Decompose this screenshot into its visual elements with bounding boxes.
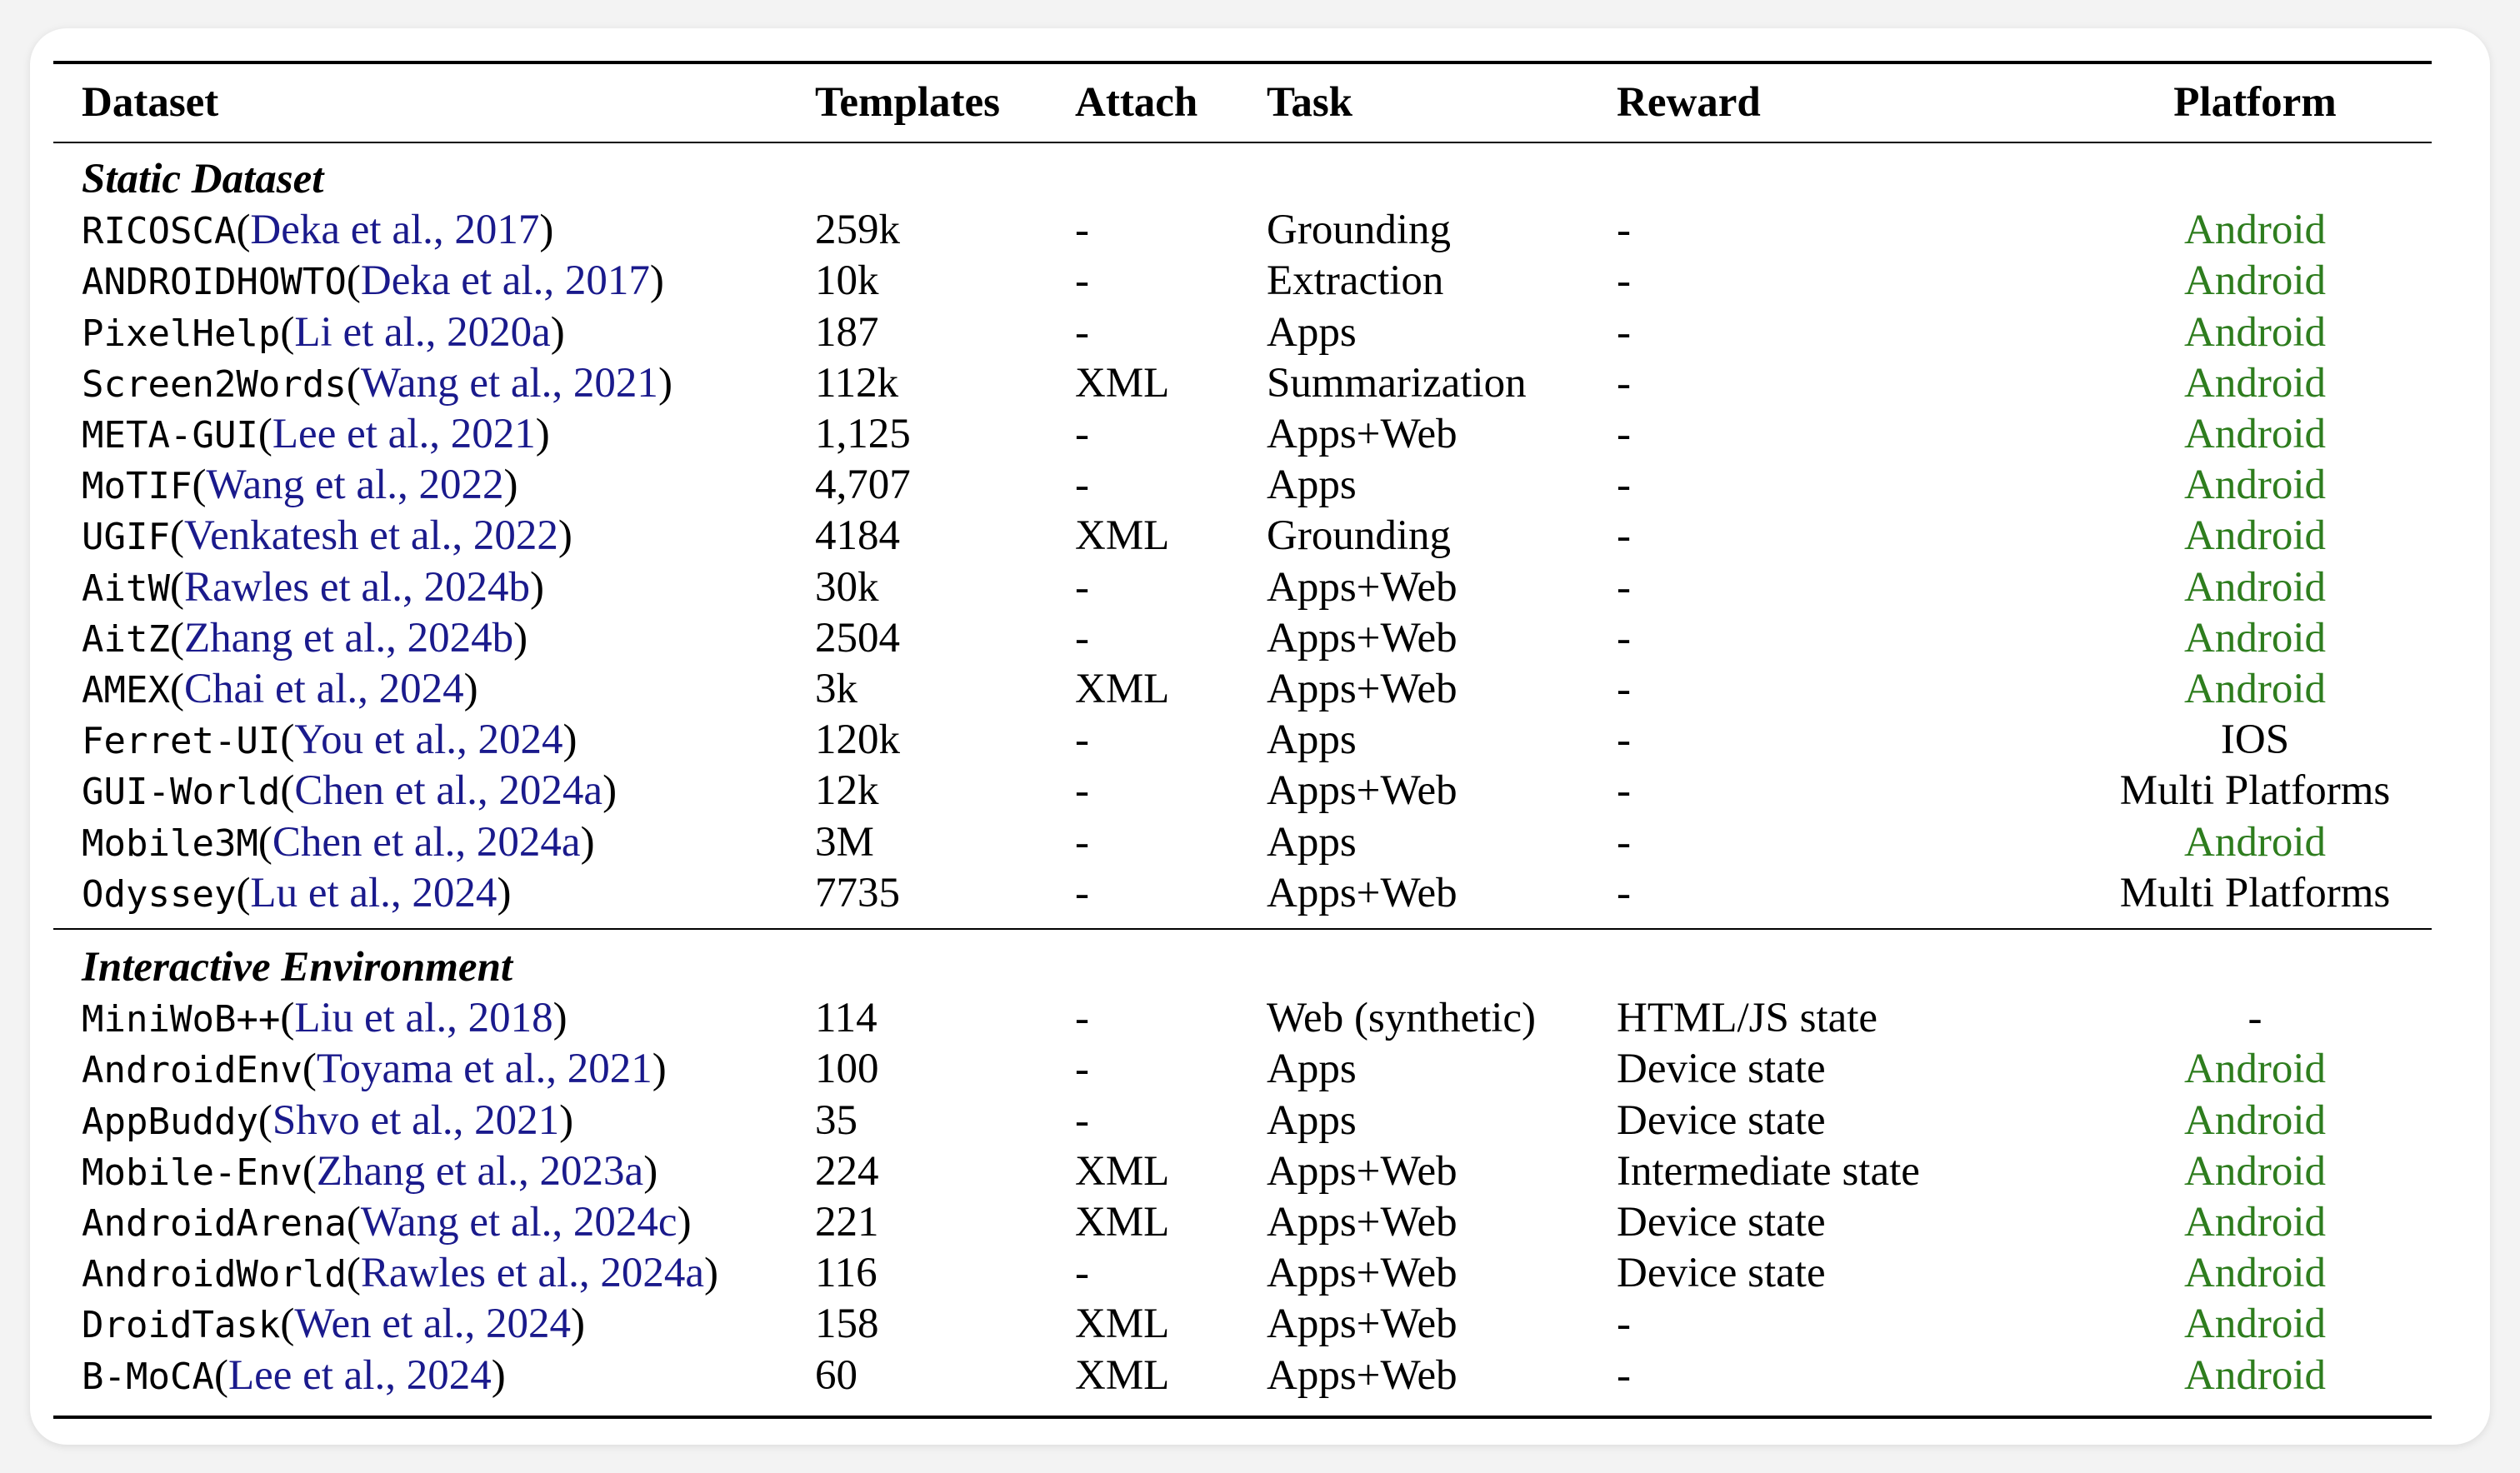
- dataset-name: RICOSCA: [82, 210, 237, 252]
- paren: (: [302, 1046, 317, 1092]
- templates-cell: 120k: [815, 717, 900, 763]
- paren: ): [658, 360, 672, 407]
- table-row: [0, 409, 2520, 460]
- table-row: [0, 562, 2520, 613]
- header-platform: Platform: [2173, 79, 2337, 126]
- dataset-name: AppBuddy: [82, 1101, 258, 1143]
- platform-cell: Android: [2184, 1148, 2326, 1195]
- dataset-name: AndroidEnv: [82, 1049, 302, 1091]
- templates-cell: 187: [815, 309, 879, 356]
- dataset-name: AitW: [82, 567, 170, 610]
- paren: ): [649, 257, 664, 304]
- citation-link[interactable]: Wen et al., 2024: [294, 1301, 571, 1347]
- citation-link[interactable]: Chen et al., 2024a: [294, 767, 603, 814]
- task-cell: Grounding: [1267, 512, 1451, 559]
- reward-cell: -: [1617, 819, 1631, 866]
- paren: ): [550, 309, 565, 356]
- paren: ): [552, 995, 568, 1041]
- platform-cell: Android: [2184, 666, 2326, 712]
- paren: (: [280, 767, 295, 814]
- dataset-name: PixelHelp: [82, 312, 281, 355]
- paren: ): [503, 462, 518, 508]
- dataset-name: MoTIF: [82, 465, 192, 507]
- dataset-cell: [82, 613, 528, 665]
- platform-cell: Android: [2184, 1097, 2326, 1144]
- templates-cell: 259k: [815, 207, 900, 253]
- table-row: [0, 1299, 2520, 1350]
- header-task: Task: [1267, 79, 1353, 126]
- attach-cell: -: [1075, 870, 1089, 916]
- table-header: [0, 77, 2520, 128]
- table-row: [0, 256, 2520, 307]
- paren: (: [169, 615, 184, 662]
- reward-cell: -: [1617, 462, 1631, 508]
- attach-cell: -: [1075, 995, 1089, 1041]
- dataset-name: MiniWoB++: [82, 998, 281, 1041]
- dataset-cell: [82, 1248, 718, 1300]
- dataset-cell: [82, 817, 595, 869]
- paren: (: [280, 1301, 295, 1347]
- templates-cell: 7735: [815, 870, 900, 916]
- citation-link[interactable]: Toyama et al., 2021: [316, 1046, 652, 1092]
- citation-link[interactable]: Deka et al., 2017: [250, 207, 540, 253]
- dataset-cell: [82, 358, 672, 410]
- task-cell: Apps+Web: [1267, 666, 1458, 712]
- reward-cell: Device state: [1617, 1097, 1826, 1144]
- task-cell: Apps: [1267, 1097, 1357, 1144]
- section-title-text: Interactive Environment: [82, 944, 513, 991]
- paren: ): [539, 207, 554, 253]
- task-cell: Apps+Web: [1267, 1148, 1458, 1195]
- attach-cell: -: [1075, 564, 1089, 611]
- platform-cell: -: [2248, 995, 2262, 1041]
- paren: (: [346, 257, 361, 304]
- citation-link[interactable]: Wang et al., 2021: [360, 360, 658, 407]
- templates-cell: 2504: [815, 615, 900, 662]
- table-row: [0, 766, 2520, 816]
- dataset-name: AMEX: [82, 669, 170, 712]
- citation-link[interactable]: Lu et al., 2024: [250, 870, 498, 916]
- dataset-name: GUI-World: [82, 771, 281, 813]
- attach-cell: -: [1075, 819, 1089, 866]
- table-row: [0, 817, 2520, 868]
- table-row: [0, 1096, 2520, 1146]
- attach-cell: XML: [1075, 1199, 1170, 1246]
- paren: ): [463, 666, 478, 712]
- platform-cell: Android: [2184, 564, 2326, 611]
- dataset-cell: [82, 1044, 667, 1096]
- table-row: [0, 1248, 2520, 1299]
- paren: ): [529, 564, 544, 611]
- task-cell: Apps+Web: [1267, 767, 1458, 814]
- dataset-cell: [82, 766, 617, 817]
- citation-link[interactable]: Liu et al., 2018: [294, 995, 553, 1041]
- reward-cell: Device state: [1617, 1250, 1826, 1296]
- attach-cell: XML: [1075, 512, 1170, 559]
- paren: ): [580, 819, 595, 866]
- reward-cell: -: [1617, 411, 1631, 457]
- attach-cell: -: [1075, 717, 1089, 763]
- paren: (: [213, 1352, 228, 1399]
- task-cell: Apps+Web: [1267, 1301, 1458, 1347]
- citation-link[interactable]: Wang et al., 2024c: [360, 1199, 678, 1246]
- templates-cell: 112k: [815, 360, 899, 407]
- dataset-cell: [82, 307, 565, 359]
- platform-cell: Android: [2184, 360, 2326, 407]
- reward-cell: -: [1617, 257, 1631, 304]
- dataset-cell: [82, 1351, 506, 1402]
- attach-cell: -: [1075, 462, 1089, 508]
- dataset-cell: [82, 1146, 658, 1198]
- attach-cell: XML: [1075, 1352, 1170, 1399]
- platform-cell: Android: [2184, 1046, 2326, 1092]
- attach-cell: XML: [1075, 1148, 1170, 1195]
- dataset-cell: [82, 1299, 585, 1351]
- attach-cell: -: [1075, 207, 1089, 253]
- dataset-name: Odyssey: [82, 873, 237, 916]
- dataset-cell: [82, 511, 572, 562]
- paren: (: [236, 207, 251, 253]
- task-cell: Apps+Web: [1267, 870, 1458, 916]
- paren: (: [236, 870, 251, 916]
- templates-cell: 224: [815, 1148, 879, 1195]
- platform-cell: Android: [2184, 1352, 2326, 1399]
- dataset-name: AndroidArena: [82, 1202, 347, 1245]
- platform-cell: Android: [2184, 309, 2326, 356]
- platform-cell: Android: [2184, 1250, 2326, 1296]
- citation-link[interactable]: You et al., 2024: [294, 717, 563, 763]
- platform-cell: Android: [2184, 819, 2326, 866]
- header-reward: Reward: [1617, 79, 1761, 126]
- reward-cell: Intermediate state: [1617, 1148, 1920, 1195]
- attach-cell: -: [1075, 1097, 1089, 1144]
- templates-cell: 1,125: [815, 411, 911, 457]
- dataset-name: AitZ: [82, 618, 170, 661]
- paren: ): [491, 1352, 506, 1399]
- reward-cell: -: [1617, 615, 1631, 662]
- reward-cell: -: [1617, 767, 1631, 814]
- table-row: [0, 205, 2520, 256]
- dataset-name: META-GUI: [82, 414, 258, 457]
- table-row: [0, 715, 2520, 766]
- paren: ): [559, 1097, 574, 1144]
- dataset-cell: [82, 664, 478, 716]
- platform-cell: Android: [2184, 615, 2326, 662]
- templates-cell: 10k: [815, 257, 879, 304]
- paren: (: [192, 462, 207, 508]
- reward-cell: HTML/JS state: [1617, 995, 1878, 1041]
- paren: (: [346, 1199, 361, 1246]
- top-rule: [53, 61, 2432, 64]
- paren: ): [570, 1301, 585, 1347]
- header-rule: [53, 142, 2432, 143]
- section-title: [0, 942, 2520, 993]
- templates-cell: 30k: [815, 564, 879, 611]
- header-dataset: Dataset: [82, 79, 219, 126]
- dataset-name: Ferret-UI: [82, 720, 281, 762]
- paren: (: [346, 1250, 361, 1296]
- table-row: [0, 868, 2520, 919]
- dataset-name: B-MoCA: [82, 1356, 214, 1398]
- citation-link[interactable]: Wang et al., 2022: [206, 462, 504, 508]
- paren: (: [346, 360, 361, 407]
- section-title: [0, 154, 2520, 205]
- bottom-rule: [53, 1416, 2432, 1419]
- paren: ): [535, 411, 550, 457]
- section-title-text: Static Dataset: [82, 156, 324, 202]
- attach-cell: XML: [1075, 1301, 1170, 1347]
- paren: ): [497, 870, 512, 916]
- paren: ): [558, 512, 572, 559]
- task-cell: Apps: [1267, 1046, 1357, 1092]
- citation-link[interactable]: Lee et al., 2024: [228, 1352, 492, 1399]
- table-row: [0, 460, 2520, 511]
- reward-cell: -: [1617, 309, 1631, 356]
- dataset-cell: [82, 868, 511, 920]
- templates-cell: 60: [815, 1352, 858, 1399]
- platform-cell: Android: [2184, 1301, 2326, 1347]
- dataset-name: AndroidWorld: [82, 1253, 347, 1296]
- platform-cell: Android: [2184, 257, 2326, 304]
- task-cell: Grounding: [1267, 207, 1451, 253]
- header-attach: Attach: [1075, 79, 1198, 126]
- attach-cell: -: [1075, 257, 1089, 304]
- templates-cell: 4184: [815, 512, 900, 559]
- paren: (: [302, 1148, 317, 1195]
- table-row: [0, 1197, 2520, 1248]
- attach-cell: -: [1075, 615, 1089, 662]
- paren: (: [280, 717, 295, 763]
- reward-cell: -: [1617, 666, 1631, 712]
- table-row: [0, 1351, 2520, 1401]
- templates-cell: 100: [815, 1046, 879, 1092]
- citation-link[interactable]: Shvo et al., 2021: [272, 1097, 560, 1144]
- dataset-name: DroidTask: [82, 1304, 281, 1346]
- templates-cell: 158: [815, 1301, 879, 1347]
- paren: ): [704, 1250, 718, 1296]
- dataset-name: ANDROIDHOWTO: [82, 261, 347, 303]
- paren: ): [562, 717, 578, 763]
- task-cell: Extraction: [1267, 257, 1444, 304]
- attach-cell: -: [1075, 1250, 1089, 1296]
- task-cell: Apps: [1267, 309, 1357, 356]
- reward-cell: -: [1617, 1352, 1631, 1399]
- dataset-cell: [82, 256, 664, 307]
- dataset-name: Screen2Words: [82, 363, 347, 406]
- platform-cell: Android: [2184, 462, 2326, 508]
- paren: ): [643, 1148, 658, 1195]
- attach-cell: -: [1075, 411, 1089, 457]
- table-row: [0, 1044, 2520, 1095]
- citation-link[interactable]: Rawles et al., 2024b: [183, 564, 530, 611]
- platform-cell: Android: [2184, 411, 2326, 457]
- task-cell: Apps+Web: [1267, 1250, 1458, 1296]
- platform-cell: Android: [2184, 1199, 2326, 1246]
- task-cell: Apps+Web: [1267, 1352, 1458, 1399]
- reward-cell: -: [1617, 512, 1631, 559]
- table-row: [0, 511, 2520, 562]
- platform-cell: Multi Platforms: [2119, 767, 2391, 814]
- paren: (: [169, 512, 184, 559]
- templates-cell: 4,707: [815, 462, 911, 508]
- dataset-cell: [82, 993, 568, 1045]
- attach-cell: -: [1075, 1046, 1089, 1092]
- paren: ): [602, 767, 618, 814]
- table-row: [0, 993, 2520, 1044]
- table-row: [0, 1146, 2520, 1197]
- table-row: [0, 664, 2520, 715]
- task-cell: Summarization: [1267, 360, 1527, 407]
- paren: (: [258, 411, 272, 457]
- dataset-cell: [82, 715, 577, 766]
- citation-link[interactable]: Zhang et al., 2023a: [316, 1148, 644, 1195]
- citation-link[interactable]: Rawles et al., 2024a: [360, 1250, 705, 1296]
- paren: ): [513, 615, 528, 662]
- dataset-cell: [82, 1096, 573, 1147]
- task-cell: Apps: [1267, 717, 1357, 763]
- paren: (: [258, 1097, 272, 1144]
- section-rule: [53, 928, 2432, 930]
- templates-cell: 3M: [815, 819, 874, 866]
- reward-cell: -: [1617, 717, 1631, 763]
- dataset-cell: [82, 409, 550, 461]
- templates-cell: 221: [815, 1199, 879, 1246]
- templates-cell: 12k: [815, 767, 879, 814]
- citation-link[interactable]: Venkatesh et al., 2022: [183, 512, 558, 559]
- attach-cell: -: [1075, 309, 1089, 356]
- dataset-cell: [82, 205, 553, 257]
- templates-cell: 116: [815, 1250, 878, 1296]
- citation-link[interactable]: Deka et al., 2017: [360, 257, 650, 304]
- dataset-name: Mobile3M: [82, 822, 258, 865]
- reward-cell: -: [1617, 1301, 1631, 1347]
- templates-cell: 35: [815, 1097, 858, 1144]
- task-cell: Web (synthetic): [1267, 995, 1537, 1041]
- platform-cell: Android: [2184, 512, 2326, 559]
- paren: ): [652, 1046, 667, 1092]
- task-cell: Apps: [1267, 819, 1357, 866]
- reward-cell: -: [1617, 564, 1631, 611]
- paren: (: [169, 666, 184, 712]
- paren: (: [258, 819, 272, 866]
- reward-cell: Device state: [1617, 1199, 1826, 1246]
- platform-cell: Multi Platforms: [2119, 870, 2391, 916]
- dataset-cell: [82, 460, 518, 512]
- templates-cell: 114: [815, 995, 878, 1041]
- dataset-name: Mobile-Env: [82, 1151, 302, 1194]
- templates-cell: 3k: [815, 666, 858, 712]
- reward-cell: -: [1617, 207, 1631, 253]
- attach-cell: XML: [1075, 360, 1170, 407]
- task-cell: Apps+Web: [1267, 411, 1458, 457]
- reward-cell: -: [1617, 360, 1631, 407]
- paren: (: [169, 564, 184, 611]
- task-cell: Apps+Web: [1267, 1199, 1458, 1246]
- header-templates: Templates: [815, 79, 1000, 126]
- table-row: [0, 307, 2520, 358]
- dataset-cell: [82, 562, 544, 614]
- attach-cell: XML: [1075, 666, 1170, 712]
- citation-link[interactable]: Lee et al., 2021: [272, 411, 536, 457]
- dataset-name: UGIF: [82, 516, 170, 558]
- table-row: [0, 358, 2520, 409]
- dataset-cell: [82, 1197, 692, 1249]
- paren: (: [280, 309, 295, 356]
- paren: ): [677, 1199, 692, 1246]
- task-cell: Apps: [1267, 462, 1357, 508]
- citation-link[interactable]: Zhang et al., 2024b: [183, 615, 514, 662]
- reward-cell: -: [1617, 870, 1631, 916]
- task-cell: Apps+Web: [1267, 564, 1458, 611]
- attach-cell: -: [1075, 767, 1089, 814]
- citation-link[interactable]: Li et al., 2020a: [294, 309, 551, 356]
- reward-cell: Device state: [1617, 1046, 1826, 1092]
- paren: (: [280, 995, 295, 1041]
- platform-cell: Android: [2184, 207, 2326, 253]
- citation-link[interactable]: Chai et al., 2024: [183, 666, 464, 712]
- platform-cell: IOS: [2220, 717, 2290, 763]
- table-row: [0, 613, 2520, 664]
- citation-link[interactable]: Chen et al., 2024a: [272, 819, 581, 866]
- task-cell: Apps+Web: [1267, 615, 1458, 662]
